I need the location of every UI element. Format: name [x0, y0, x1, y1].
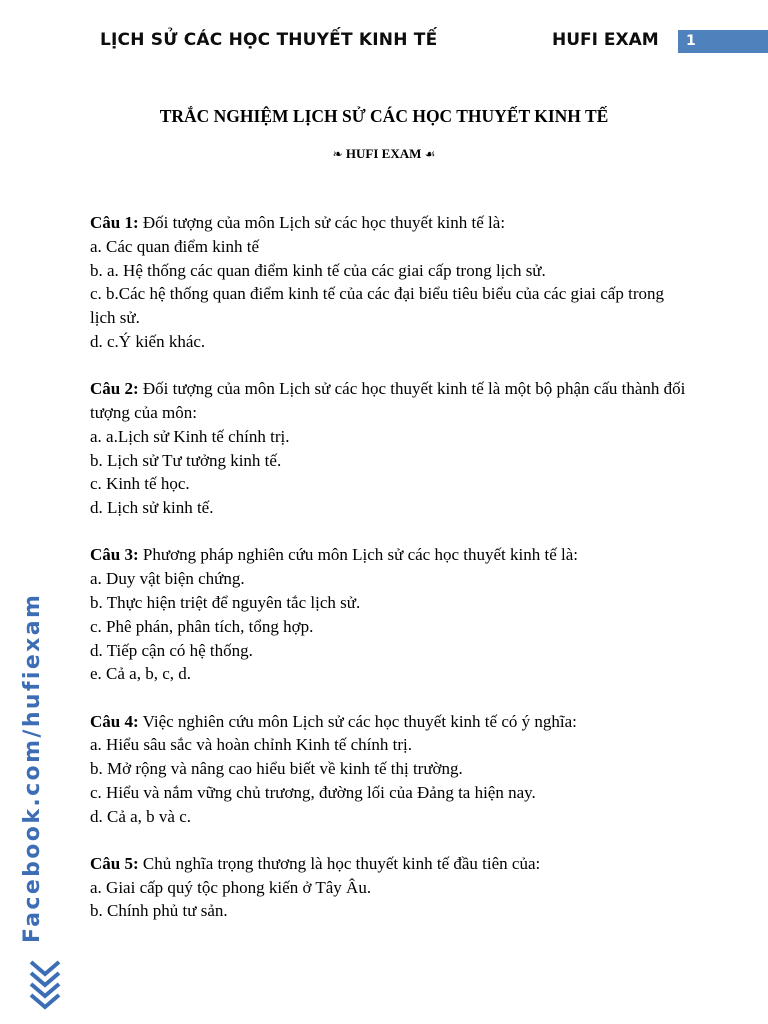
answer-option: b. a. Hệ thống các quan điểm kinh tế của các giai cấp trong lịch sử. [90, 260, 546, 280]
question-stem [90, 211, 690, 235]
question-2 [90, 377, 690, 520]
question-1 [90, 211, 690, 354]
answer-option: d. Lịch sử kinh tế. [90, 498, 214, 518]
question-stem [90, 377, 690, 425]
document-title: TRẮC NGHIỆM LỊCH SỬ CÁC HỌC THUYẾT KINH TẾ [159, 106, 609, 126]
ornament-left-icon: ❧ [332, 147, 343, 161]
answer-option: b. Mở rộng và nâng cao hiểu biết về kinh tế thị trường. [90, 759, 463, 779]
answer-option: a. Giai cấp quý tộc phong kiến ở Tây Âu. [90, 877, 372, 897]
document-subtitle [0, 146, 768, 162]
answer-option: c. b.Các hệ thống quan điểm kinh tế của các đại biểu tiêu biểu của các giai cấp trong lịch sử. [90, 284, 664, 328]
answer-option: b. Chính phủ tư sản. [90, 901, 228, 921]
question-label: Câu 1: [90, 213, 139, 232]
question-text: Đối tượng của môn Lịch sử các học thuyết kinh tế là một bộ phận cấu thành đối tượng của môn: [90, 379, 686, 422]
question-label: Câu 5: [90, 853, 139, 873]
answer-option: a. Duy vật biện chứng. [90, 569, 245, 589]
triple-chevron-down-icon [28, 958, 62, 1018]
question-5 [90, 852, 690, 923]
ornament-right-icon: ☙ [424, 147, 436, 161]
header-title: LỊCH SỬ CÁC HỌC THUYẾT KINH TẾ [100, 30, 438, 50]
answer-option: d. c.Ý kiến khác. [90, 331, 206, 351]
answer-option: b. Thực hiện triệt để nguyên tắc lịch sử. [90, 592, 361, 612]
answer-option: c. Hiểu và nắm vững chủ trương, đường lối của Đảng ta hiện nay. [90, 782, 536, 802]
question-list [90, 211, 690, 947]
question-4 [90, 710, 690, 829]
question-stem [90, 852, 690, 876]
answer-option: c. Kinh tế học. [90, 474, 190, 494]
question-stem [90, 543, 690, 567]
answer-option: d. Cả a, b và c. [90, 806, 192, 826]
answer-option: a. Hiểu sâu sắc và hoàn chỉnh Kinh tế chính trị. [90, 735, 412, 755]
question-text: Phương pháp nghiên cứu môn Lịch sử các học thuyết kinh tế là: [138, 545, 578, 565]
question-text: Đối tượng của môn Lịch sử các học thuyết kinh tế là: [138, 213, 506, 232]
answer-option: a. Các quan điểm kinh tế [90, 236, 260, 256]
header-brand: HUFI EXAM [552, 30, 659, 50]
question-text: Việc nghiên cứu môn Lịch sử các học thuyết kinh tế có ý nghĩa: [138, 711, 577, 731]
answer-option: e. Cả a, b, c, d. [90, 664, 192, 684]
answer-option: b. Lịch sử Tư tưởng kinh tế. [90, 450, 282, 470]
question-label: Câu 3: [90, 545, 139, 565]
facebook-link[interactable]: Facebook.com/hufiexam [20, 592, 45, 943]
answer-option: a. a.Lịch sử Kinh tế chính trị. [90, 426, 290, 446]
answer-option: d. Tiếp cận có hệ thống. [90, 640, 253, 660]
page-number-badge: 1 [678, 30, 768, 53]
subtitle-text: HUFI EXAM [345, 146, 422, 161]
question-text: Chủ nghĩa trọng thương là học thuyết kinh tế đầu tiên của: [138, 853, 541, 873]
question-label: Câu 2: [90, 379, 139, 399]
question-3 [90, 543, 690, 686]
question-stem [90, 710, 690, 734]
answer-option: c. Phê phán, phân tích, tổng hợp. [90, 616, 314, 636]
question-label: Câu 4: [90, 711, 139, 731]
